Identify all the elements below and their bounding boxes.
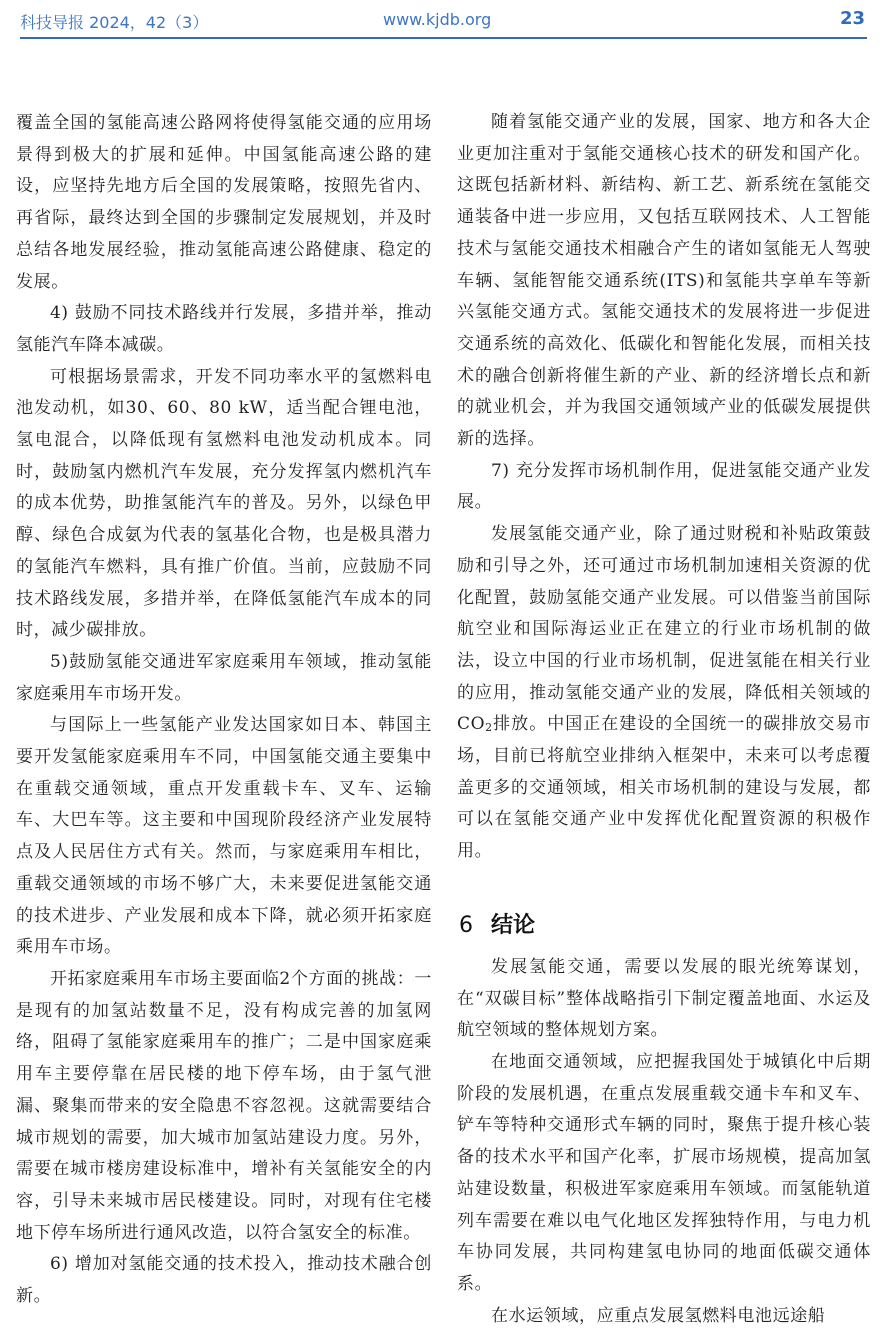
co2-subscript: 2 — [485, 721, 493, 735]
header-divider — [20, 37, 867, 39]
right-column — [457, 107, 871, 1332]
paragraph: 在地面交通领域，应把握我国处于城镇化中后期阶段的发展机遇，在重点发展重载交通卡车和叉车、铲车等特种交通形式车辆的同时，聚焦于提升核心装备的技术水平和国产化率，扩展市场规模，提高加氢站建设数量，积极进军家庭乘用车领域。而氢能轨道列车需要在难以电气化地区发挥独特作用，与电力机车协同发展，共同构建氢电协同的地面低碳交通体系。 — [457, 1051, 871, 1294]
paragraph: 可根据场景需求，开发不同功率水平的氢燃料电池发动机，如30、60、80 kW，适当配合锂电池，氢电混合，以降低现有氢燃料电池发动机成本。同时，鼓励氢内燃机汽车发展，充分发挥氢内燃机汽车的成本优势，助推氢能汽车的普及。另外，以绿色甲醇、绿色合成氨为代表的氢基化合物，也是极具潜力的氢能汽车燃料，具有推广价值。当前，应鼓励不同技术路线发展，多措并举，在降低氢能汽车成本的同时，减少碳排放。 — [16, 366, 432, 641]
section-heading — [457, 904, 871, 948]
paragraph: 随着氢能交通产业的发展，国家、地方和各大企业更加注重对于氢能交通核心技术的研发和国产化。这既包括新材料、新结构、新工艺、新系统在氢能交通装备中进一步应用，又包括互联网技术、人工智能技术与氢能交通技术相融合产生的诸如氢能无人驾驶车辆、氢能智能交通系统(ITS)和氢能共享单车等新兴氢能交通方式。氢能交通技术的发展将进一步促进交通系统的高效化、低碳化和智能化发展，而相关技术的融合创新将催生新的产业、新的经济增长点和新的就业机会，并为我国交通领域产业的低碳发展提供新的选择。 — [457, 112, 871, 450]
journal-citation: 科技导报 2024，42（3） — [20, 13, 209, 32]
list-item-6: 6) 增加对氢能交通的技术投入，推动技术融合创新。 — [16, 1254, 432, 1307]
paragraph: 覆盖全国的氢能高速公路网将使得氢能交通的应用场景得到极大的扩展和延伸。中国氢能高速公路的建设，应坚持先地方后全国的发展策略，按照先省内、再省际，最终达到全国的步骤制定发展规划，并及时总结各地发展经验，推动氢能高速公路健康、稳定的发展。 — [16, 113, 432, 292]
section-number: 6 — [459, 912, 473, 938]
paragraph: 发展氢能交通，需要以发展的眼光统筹谋划，在“双碳目标”整体战略指引下制定覆盖地面、水运及航空领域的整体规划方案。 — [457, 956, 871, 1041]
page-header — [0, 0, 887, 40]
text-run: 排放。中国正在建设的全国统一的碳排放交易市场，目前已将航空业排纳入框架中，未来可以考虑覆盖更多的交通领域，相关市场机制的建设与发展，都可以在氢能交通产业中发挥优化配置资源的积极作用。 — [457, 714, 871, 862]
journal-url[interactable]: www.kjdb.org — [383, 10, 492, 29]
paragraph: 与国际上一些氢能产业发达国家如日本、韩国主要开发氢能家庭乘用车不同，中国氢能交通主要集中在重载交通领域，重点开发重载卡车、叉车、运输车、大巴车等。这主要和中国现阶段经济产业发展特点及人民居住方式有关。然而，与家庭乘用车相比，重载交通领域的市场不够广大，未来要促进氢能交通的技术进步、产业发展和成本下降，就必须开拓家庭乘用车市场。 — [16, 715, 432, 958]
paragraph — [457, 519, 871, 868]
section-title: 结论 — [491, 912, 536, 938]
paragraph: 开拓家庭乘用车市场主要面临2个方面的挑战：一是现有的加氢站数量不足，没有构成完善的加氢网络，阻碍了氢能家庭乘用车的推广；二是中国家庭乘用车主要停靠在居民楼的地下停车场，由于氢气泄漏、聚集而带来的安全隐患不容忽视。这就需要结合城市规划的需要，加大城市加氢站建设力度。另外，需要在城市楼房建设标准中，增补有关氢能安全的内容，引导未来城市居民楼建设。同时，对现有住宅楼地下停车场所进行通风改造，以符合氢安全的标准。 — [16, 968, 432, 1243]
paragraph: 在水运领域，应重点发展氢燃料电池远途船 — [491, 1305, 826, 1326]
page-number: 23 — [839, 8, 865, 29]
left-column — [16, 108, 432, 1313]
list-item-7: 7) 充分发挥市场机制作用，促进氢能交通产业发展。 — [457, 460, 871, 513]
text-run: 发展氢能交通产业，除了通过财税和补贴政策鼓励和引导之外，还可通过市场机制加速相关资源的优化配置，鼓励氢能交通产业发展。可以借鉴当前国际航空业和国际海运业正在建立的行业市场机制的做法，设立中国的行业市场机制，促进氢能在相关行业的应用，推动氢能交通产业的发展，降低相关领域的CO — [457, 524, 871, 735]
list-item-5: 5)鼓励氢能交通进军家庭乘用车领域，推动氢能家庭乘用车市场开发。 — [16, 651, 432, 704]
list-item-4: 4) 鼓励不同技术路线并行发展，多措并举，推动氢能汽车降本减碳。 — [16, 303, 432, 355]
